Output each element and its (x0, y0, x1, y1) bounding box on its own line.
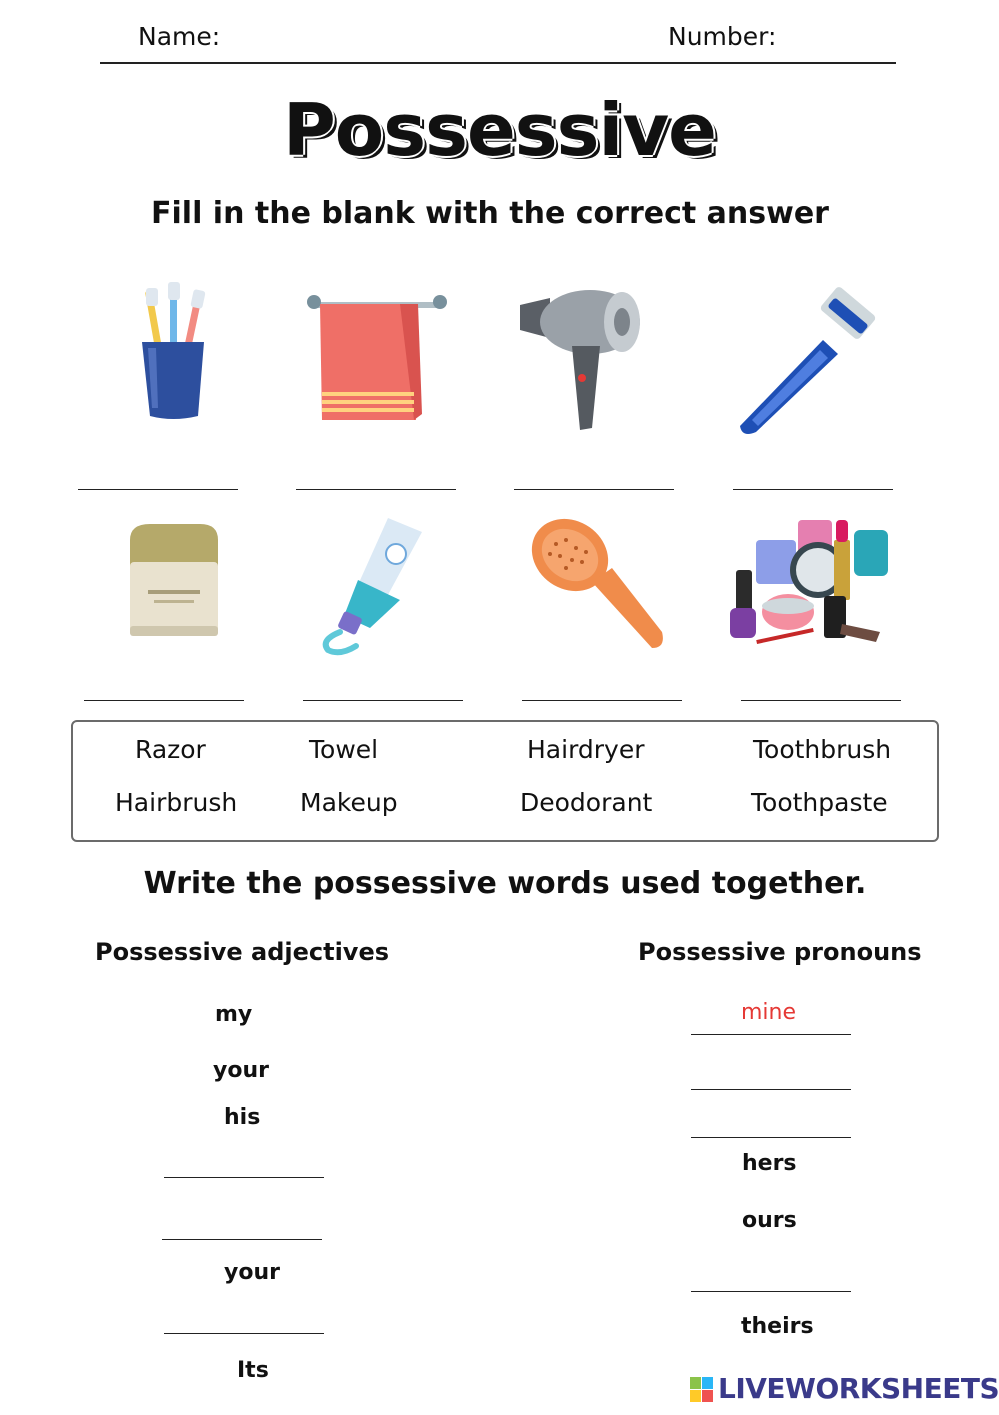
makeup-icon (726, 500, 896, 670)
answer-blank-6[interactable] (303, 700, 463, 701)
toothbrush-cup-icon (112, 280, 282, 450)
liveworksheets-logo-icon (690, 1377, 714, 1403)
pronouns-heading: Possessive pronouns (638, 938, 922, 966)
page-title: Possessive (283, 88, 716, 172)
adjective-blank-1[interactable] (164, 1177, 324, 1178)
answer-blank-1[interactable] (78, 489, 238, 490)
answer-blank-4[interactable] (733, 489, 893, 490)
adjective-item: your (224, 1260, 280, 1285)
instruction-fill-blank: Fill in the blank with the correct answer (151, 196, 829, 231)
adjective-item: his (224, 1105, 261, 1130)
number-label: Number: (668, 22, 777, 51)
adjective-item: Its (237, 1358, 269, 1383)
word-bank-item: Hairbrush (115, 788, 238, 817)
adjective-blank-3[interactable] (164, 1333, 324, 1334)
pronoun-blank-3[interactable] (691, 1137, 851, 1138)
razor-icon (728, 280, 898, 450)
answer-blank-5[interactable] (84, 700, 244, 701)
header-line[interactable] (100, 62, 896, 64)
adjective-item: your (213, 1058, 269, 1083)
word-bank-item: Toothpaste (751, 788, 888, 817)
hairbrush-icon (520, 510, 690, 680)
adjectives-heading: Possessive adjectives (95, 938, 390, 966)
word-bank-item: Deodorant (520, 788, 653, 817)
adjective-item: my (215, 1002, 253, 1027)
toothpaste-icon (300, 510, 470, 680)
pronoun-blank-1[interactable] (691, 1034, 851, 1035)
pronoun-item: ours (742, 1208, 797, 1233)
name-label: Name: (138, 22, 221, 51)
deodorant-icon (100, 510, 270, 680)
hairdryer-icon (510, 280, 680, 450)
answer-blank-8[interactable] (741, 700, 901, 701)
pronoun-blank-4[interactable] (691, 1291, 851, 1292)
liveworksheets-logo: LIVEWORKSHEETS (718, 1372, 999, 1405)
word-bank-item: Toothbrush (753, 735, 892, 764)
towel-icon (290, 280, 460, 450)
pronoun-answer: mine (741, 1000, 797, 1025)
answer-blank-2[interactable] (296, 489, 456, 490)
answer-blank-7[interactable] (522, 700, 682, 701)
instruction-possessive-words: Write the possessive words used together. (143, 866, 867, 901)
word-bank-item: Razor (135, 735, 206, 764)
pronoun-blank-2[interactable] (691, 1089, 851, 1090)
adjective-blank-2[interactable] (162, 1239, 322, 1240)
pronoun-item: theirs (741, 1314, 814, 1339)
pronoun-item: hers (742, 1151, 797, 1176)
word-bank-item: Towel (309, 735, 379, 764)
word-bank-item: Makeup (300, 788, 398, 817)
word-bank-item: Hairdryer (527, 735, 645, 764)
answer-blank-3[interactable] (514, 489, 674, 490)
